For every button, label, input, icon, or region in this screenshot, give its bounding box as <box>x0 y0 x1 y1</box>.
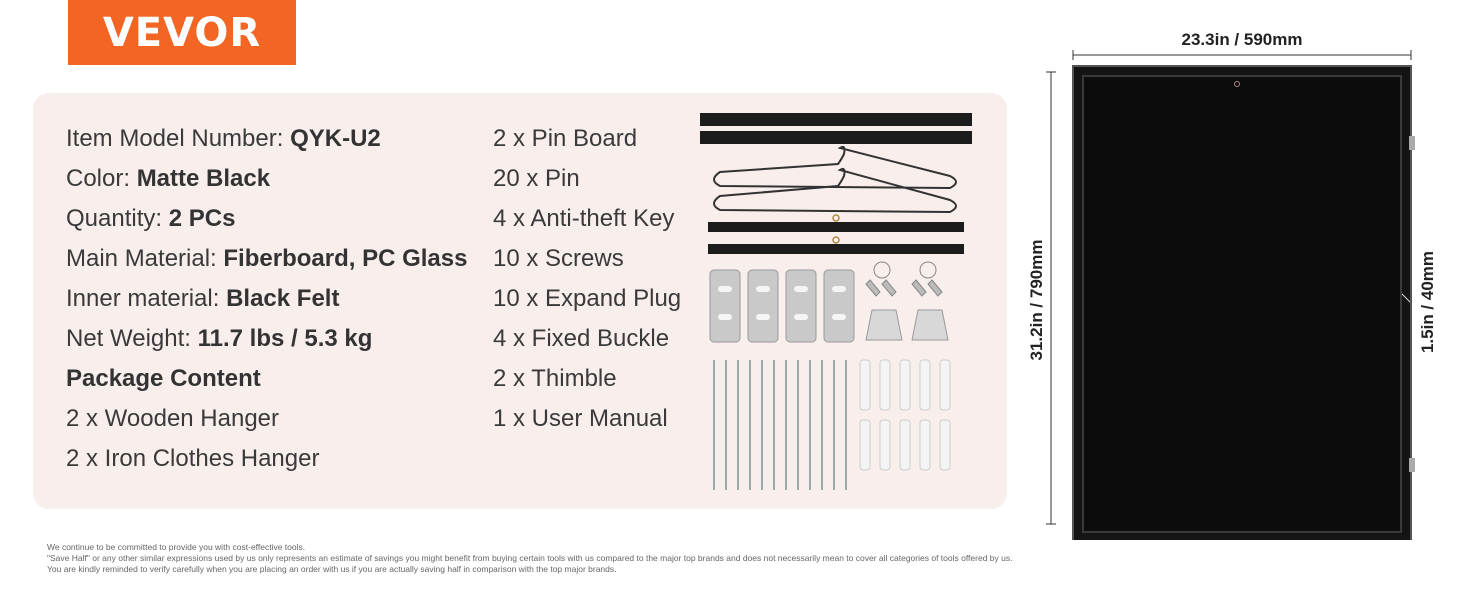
pin-board-icon <box>700 131 972 144</box>
package-item: 1 x User Manual <box>493 405 668 432</box>
thimble-icon <box>866 310 948 340</box>
display-case-frame-icon <box>1040 40 1424 540</box>
depth-dimension: 1.5in / 40mm <box>1418 250 1437 354</box>
height-dimension: 31.2in / 790mm <box>1027 239 1046 361</box>
spec-color-value: Matte Black <box>136 165 271 192</box>
package-item: 10 x Expand Plug <box>493 285 682 312</box>
spec-inner-material <box>66 284 339 314</box>
wooden-hanger-icon <box>708 244 964 254</box>
package-heading <box>66 364 261 394</box>
iron-hanger-icon <box>714 147 956 212</box>
spec-color-label: Color: <box>66 165 137 192</box>
expand-plug-icon <box>860 360 950 470</box>
spec-color <box>66 164 270 194</box>
package-item: 2 x Wooden Hanger <box>66 405 280 432</box>
spec-model <box>66 124 381 154</box>
disclaimer-line: "Save Half" or any other similar expressions used by us only represents an estimate of savings you might benefit from buying certain tools with us compared to the major top brands and does not necessarily mean to cover all categories of tools offered by us. <box>47 553 1013 563</box>
spec-net-weight-value: 11.7 lbs / 5.3 kg <box>197 325 373 352</box>
spec-quantity <box>66 204 235 234</box>
disclaimer <box>47 542 1012 575</box>
package-item: 10 x Screws <box>493 245 624 272</box>
spec-main-material-label: Main Material: <box>66 245 224 272</box>
spec-quantity-label: Quantity: <box>66 205 169 232</box>
spec-main-material <box>66 244 467 274</box>
pin-board-icon <box>700 113 972 126</box>
package-item: 4 x Anti-theft Key <box>493 205 675 232</box>
anti-theft-key-icon <box>866 262 942 296</box>
disclaimer-line: You are kindly reminded to verify carefully when you are placing an order with us if you are actually saving half in comparison with the top major brands. <box>47 564 617 574</box>
disclaimer-line: We continue to be committed to provide you with cost-effective tools. <box>47 542 306 552</box>
logo-text: VEVOR <box>102 9 262 56</box>
package-item: 2 x Pin Board <box>493 125 638 152</box>
package-item: 20 x Pin <box>493 165 580 192</box>
spec-model-label: Item Model Number: <box>66 125 291 152</box>
spec-main-material-value: Fiberboard, PC Glass <box>223 245 468 272</box>
spec-inner-material-value: Black Felt <box>226 285 340 312</box>
package-heading-text: Package Content <box>66 365 261 392</box>
spec-inner-material-label: Inner material: <box>66 285 227 312</box>
screws-icon <box>714 360 846 490</box>
spec-net-weight-label: Net Weight: <box>66 325 198 352</box>
package-item: 2 x Thimble <box>493 365 617 392</box>
spec-net-weight <box>66 324 372 354</box>
vevor-logo <box>68 0 296 65</box>
package-item: 2 x Iron Clothes Hanger <box>66 445 320 472</box>
spec-model-value: QYK-U2 <box>290 125 381 152</box>
spec-quantity-value: 2 PCs <box>168 205 236 232</box>
width-dimension: 23.3in / 590mm <box>1181 30 1303 49</box>
package-item: 4 x Fixed Buckle <box>493 325 670 352</box>
accessories-illustration-icon <box>700 110 975 495</box>
fixed-buckle-icon <box>710 270 854 342</box>
wooden-hanger-icon <box>708 222 964 232</box>
